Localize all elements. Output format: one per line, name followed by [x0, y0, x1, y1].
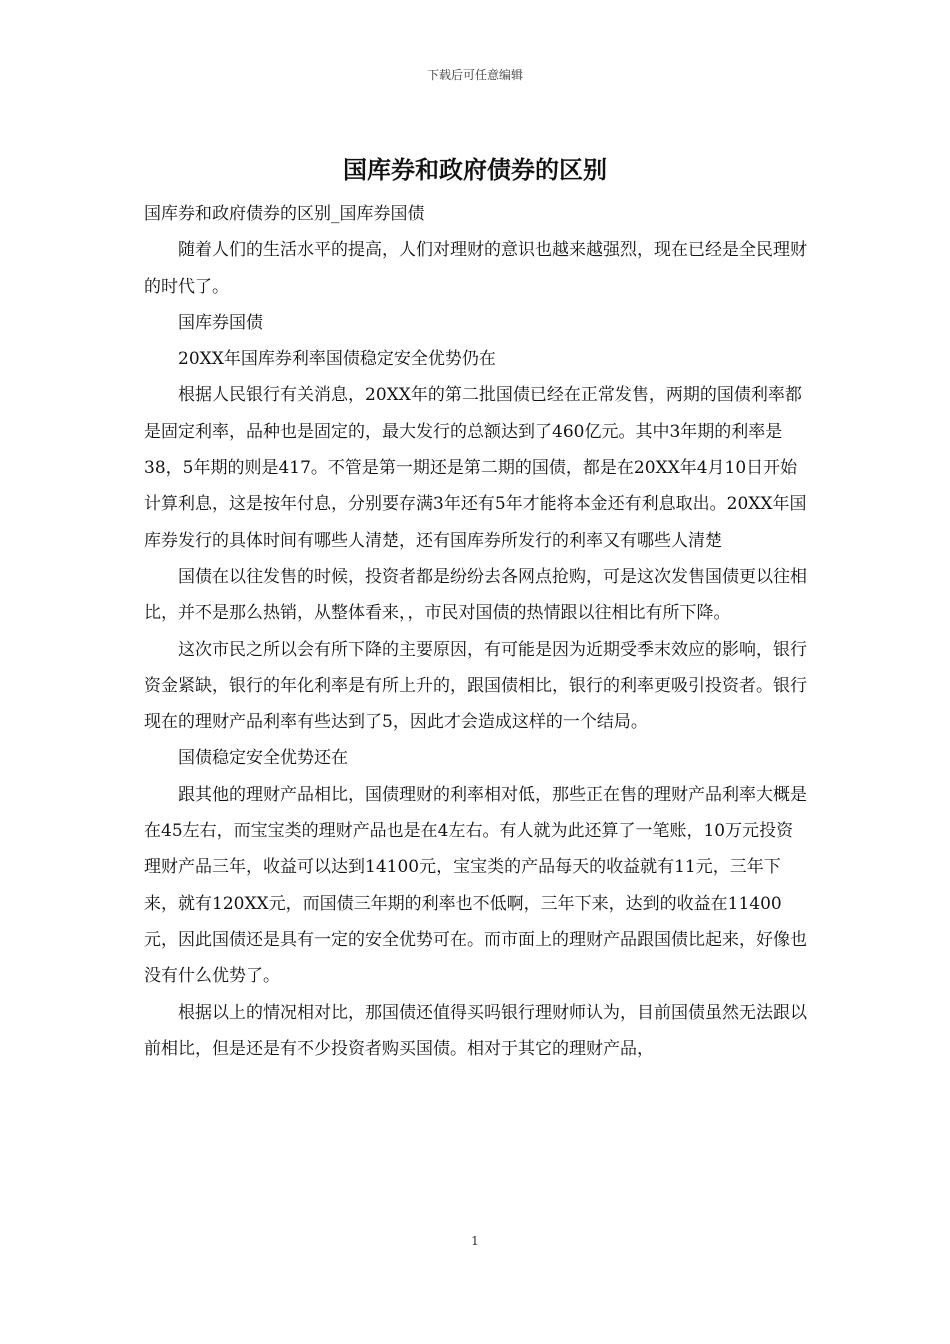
paragraph: 跟其他的理财产品相比，国债理财的利率相对低，那些正在售的理财产品利率大概是在45左右，而宝宝类的理财产品也是在4左右。有人就为此还算了一笔账，10万元投资理财产品三年，收益可以达到14100元，宝宝类的产品每天的收益就有11元，三年下来，就有120XX元，而国债三年期的利率也不低啊，三年下来，达到的收益在11400元，因此国债还是具有一定的安全优势可在。而市面上的理财产品跟国债比起来，好像也没有什么优势了。	[144, 784, 807, 987]
paragraph: 这次市民之所以会有所下降的主要原因，有可能是因为近期受季末效应的影响，银行资金紧缺，银行的年化利率是有所上升的，跟国债相比，银行的利率更吸引投资者。银行现在的理财产品利率有些达到了5，因此才会造成这样的一个结局。	[144, 639, 807, 733]
paragraph: 国库券和政府债券的区别_国库券国债	[144, 204, 425, 224]
document-body	[144, 196, 810, 1067]
paragraph: 国债稳定安全优势还在	[178, 748, 348, 769]
paragraph: 根据人民银行有关消息，20XX年的第二批国债已经在正常发售，两期的国债利率都是固定利率，品种也是固定的，最大发行的总额达到了460亿元。其中3年期的利率是38，5年期的则是417。不管是第一期还是第二期的国债，都是在20XX年4月10日开始计算利息，这是按年付息，分别要存满3年还有5年才能将本金还有利息取出。20XX年国库券发行的具体时间有哪些人清楚，还有国库券所发行的利率又有哪些人清楚	[144, 385, 807, 551]
paragraph: 国债在以往发售的时候，投资者都是纷纷去各网点抢购，可是这次发售国债更以往相比，并不是那么热销，从整体看来，，市民对国债的热情跟以往相比有所下降。	[144, 566, 807, 624]
header-note: 下载后可任意编辑	[426, 68, 523, 82]
paragraph: 随着人们的生活水平的提高，人们对理财的意识也越来越强烈，现在已经是全民理财的时代了。	[144, 240, 807, 297]
page-number: 1	[471, 1234, 479, 1248]
paragraph: 国库券国债	[178, 312, 263, 333]
document-title: 国库券和政府债券的区别	[343, 155, 607, 184]
paragraph: 20XX年国库券利率国债稳定安全优势仍在	[178, 349, 496, 370]
paragraph: 根据以上的情况相对比，那国债还值得买吗银行理财师认为，目前国债虽然无法跟以前相比，但是还是有不少投资者购买国债。相对于其它的理财产品，	[144, 1002, 807, 1059]
